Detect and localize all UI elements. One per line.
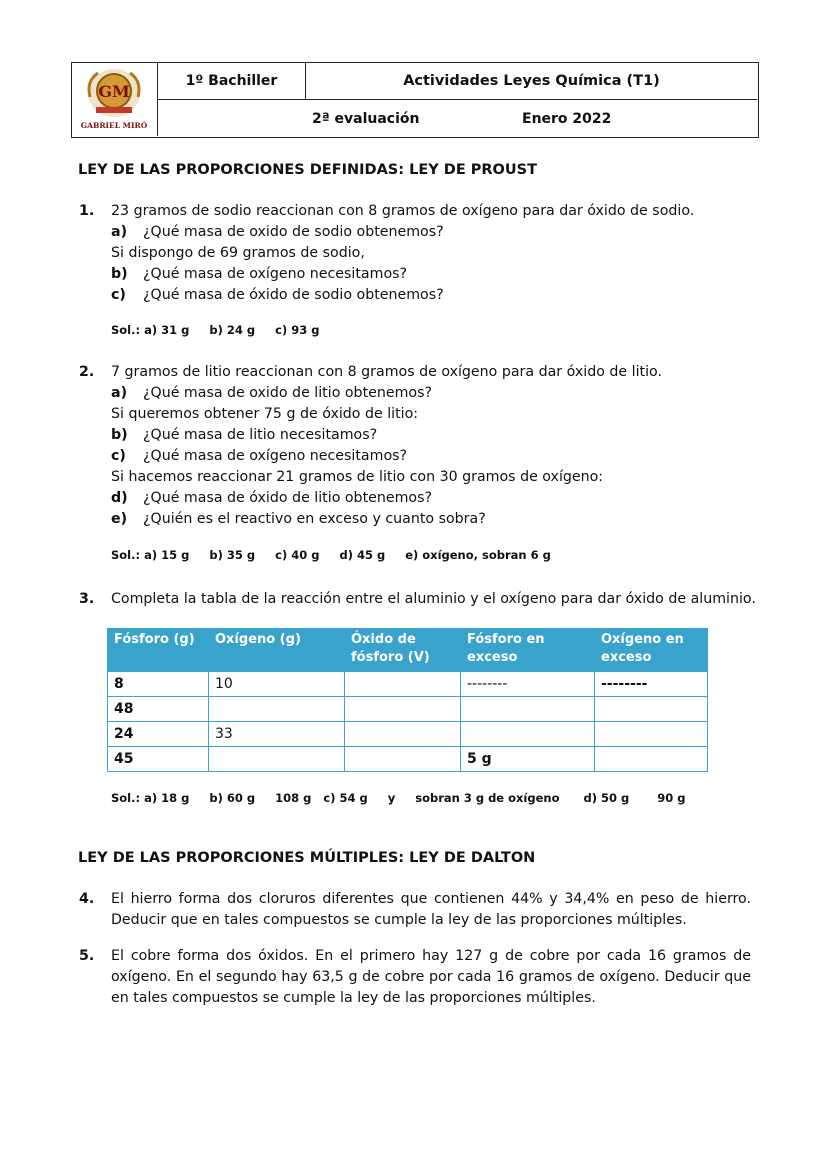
question-number: 4.: [79, 891, 95, 907]
table-cell: 10: [209, 672, 345, 697]
svg-text:GABRIEL MIRÓ: GABRIEL MIRÓ: [80, 121, 148, 130]
title-cell: Actividades Leyes Química (T1): [306, 63, 757, 100]
table-cell: 8: [108, 672, 209, 697]
table-header: Oxígeno en exceso: [595, 629, 708, 672]
reaction-table: [107, 628, 708, 772]
table-header: Oxígeno (g): [209, 629, 345, 672]
sub-question-c: c) ¿Qué masa de oxígeno necesitamos?: [111, 448, 408, 464]
course-cell: 1º Bachiller: [158, 63, 306, 100]
sub-question-c: c) ¿Qué masa de óxido de sodio obtenemos?: [111, 287, 444, 303]
table-cell: --------: [461, 672, 595, 697]
school-crest-icon: [72, 63, 156, 135]
table-cell: 45: [108, 747, 209, 772]
table-cell: [345, 722, 461, 747]
table-cell: --------: [595, 672, 708, 697]
question-line: Si hacemos reaccionar 21 gramos de litio con 30 gramos de oxígeno:: [111, 469, 604, 485]
table-cell: [461, 722, 595, 747]
table-cell: [595, 697, 708, 722]
question-number: 5.: [79, 948, 95, 964]
question-line: Si queremos obtener 75 g de óxido de litio:: [111, 406, 419, 422]
table-row: [108, 697, 708, 722]
question-text: El hierro forma dos cloruros diferentes que contienen 44% y 34,4% en peso de hierro. Deducir que en tales compuestos se cumple la ley de las proporciones múltiples.: [111, 891, 751, 928]
table-cell: 48: [108, 697, 209, 722]
header-table: [71, 62, 759, 138]
sub-question-d: d) ¿Qué masa de óxido de litio obtenemos?: [111, 490, 433, 506]
sub-question-a: a) ¿Qué masa de oxido de litio obtenemos?: [111, 385, 433, 401]
table-cell: 5 g: [461, 747, 595, 772]
svg-text:GM: GM: [98, 82, 130, 101]
table-row: [108, 747, 708, 772]
table-cell: [345, 672, 461, 697]
evaluation-cell: 2ª evaluación: [312, 110, 420, 127]
question-text: Completa la tabla de la reacción entre el aluminio y el oxígeno para dar óxido de aluminio.: [111, 591, 756, 607]
sub-question-b: b) ¿Qué masa de oxígeno necesitamos?: [111, 266, 408, 282]
solution-2: Sol.: a) 15 g b) 35 g c) 40 g d) 45 g e) oxígeno, sobran 6 g: [111, 548, 551, 562]
table-cell: [345, 747, 461, 772]
question-text: 7 gramos de litio reaccionan con 8 gramos de oxígeno para dar óxido de litio.: [111, 364, 662, 380]
date-cell: Enero 2022: [522, 110, 612, 127]
question-text: 23 gramos de sodio reaccionan con 8 gramos de oxígeno para dar óxido de sodio.: [111, 203, 695, 219]
table-cell: [345, 697, 461, 722]
section-heading-dalton: LEY DE LAS PROPORCIONES MÚLTIPLES: LEY DE DALTON: [78, 850, 536, 866]
question-number: 3.: [79, 591, 95, 607]
solution-1: Sol.: a) 31 g b) 24 g c) 93 g: [111, 323, 320, 337]
sub-question-b: b) ¿Qué masa de litio necesitamos?: [111, 427, 378, 443]
sub-question-a: a) ¿Qué masa de oxido de sodio obtenemos?: [111, 224, 444, 240]
question-number: 1.: [79, 203, 95, 219]
table-cell: [209, 747, 345, 772]
table-cell: 24: [108, 722, 209, 747]
table-cell: [209, 697, 345, 722]
section-heading-proust: LEY DE LAS PROPORCIONES DEFINIDAS: LEY DE PROUST: [78, 162, 537, 178]
table-cell: [461, 697, 595, 722]
question-line: Si dispongo de 69 gramos de sodio,: [111, 245, 365, 261]
table-header: Fósforo (g): [108, 629, 209, 672]
table-row: [108, 722, 708, 747]
solution-3: Sol.: a) 18 g b) 60 g 108 g c) 54 g y sobran 3 g de oxígeno d) 50 g 90 g: [111, 791, 686, 805]
table-cell: [595, 722, 708, 747]
table-header: Óxido de fósforo (V): [345, 629, 461, 672]
school-logo: [72, 63, 158, 136]
table-cell: [595, 747, 708, 772]
question-text: El cobre forma dos óxidos. En el primero hay 127 g de cobre por cada 16 gramos de oxígeno. En el segundo hay 63,5 g de cobre por cada 16 gramos de oxígeno. Deducir que en tales compuestos se cumple la ley de las proporciones múltiples.: [111, 948, 751, 1006]
question-number: 2.: [79, 364, 95, 380]
table-header: Fósforo en exceso: [461, 629, 595, 672]
table-cell: 33: [209, 722, 345, 747]
table-row: [108, 672, 708, 697]
sub-question-e: e) ¿Quién es el reactivo en exceso y cuanto sobra?: [111, 511, 486, 527]
